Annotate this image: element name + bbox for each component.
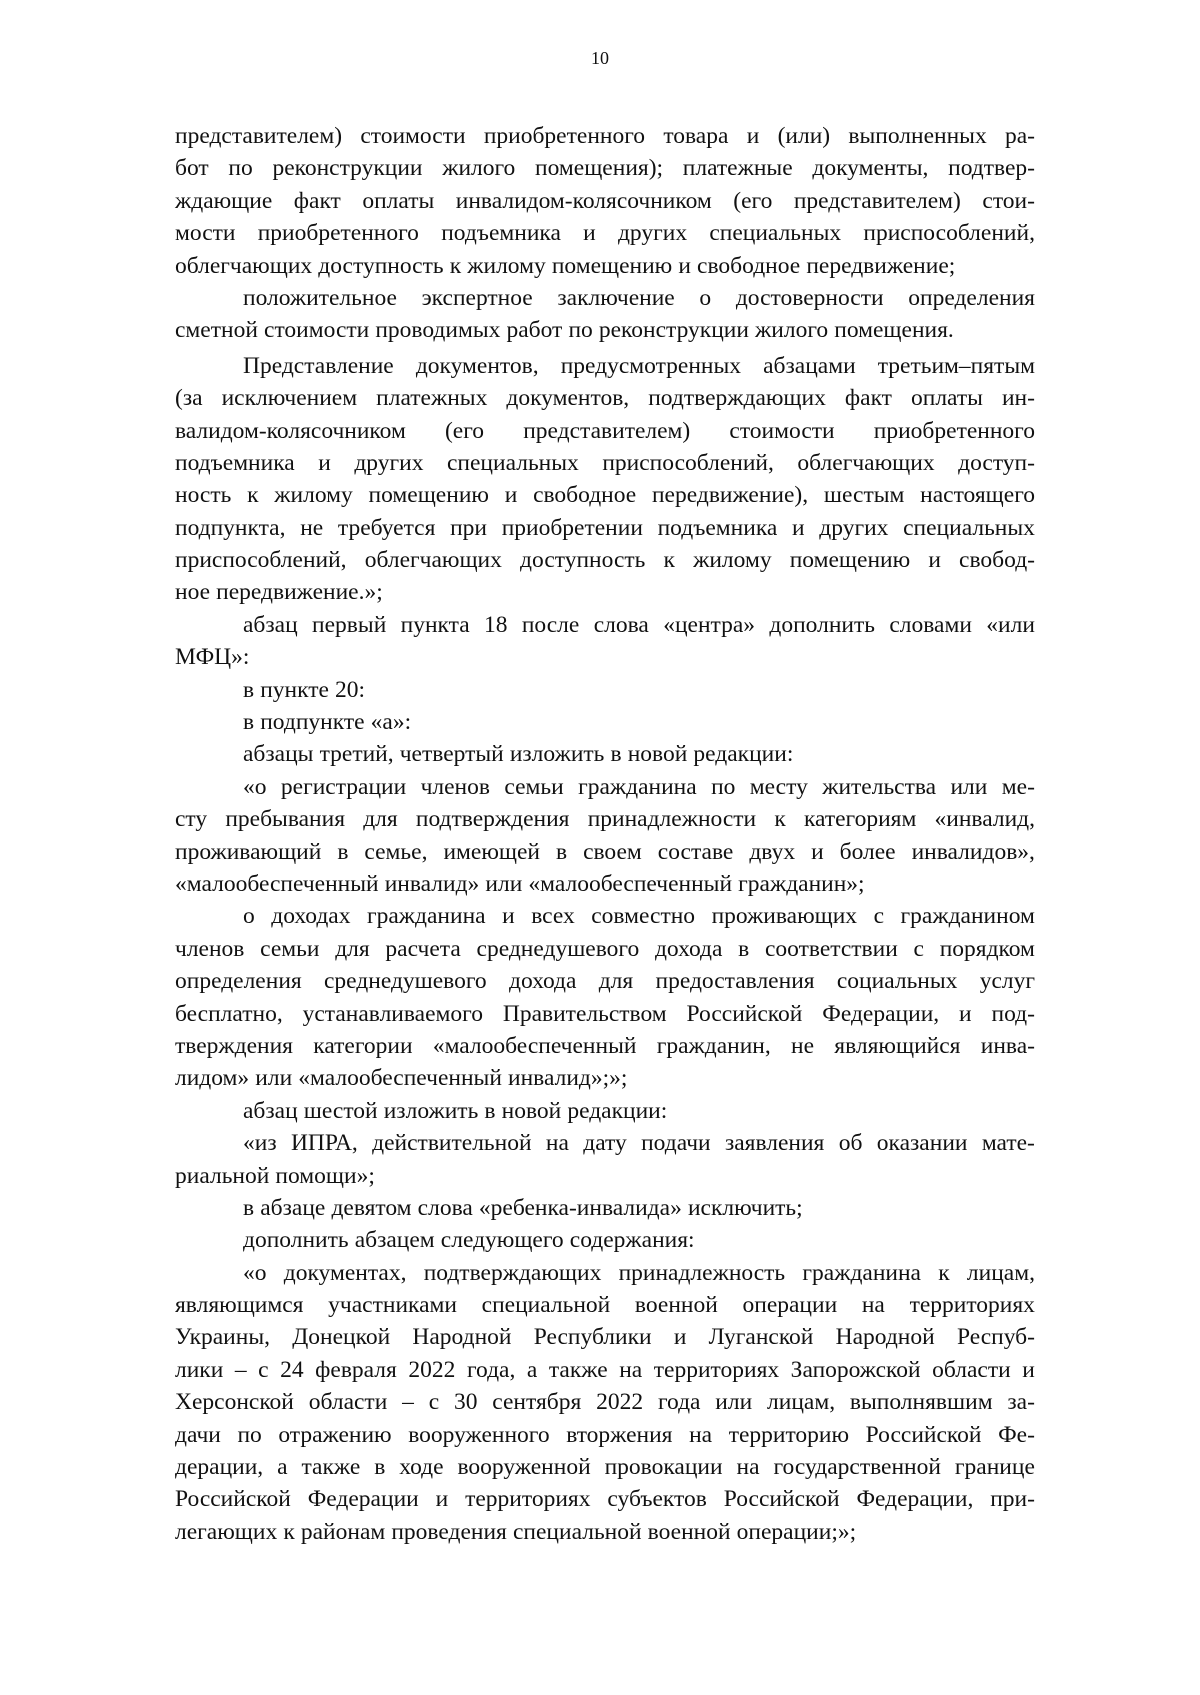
text-line: подъемника и других специальных приспособлений, облегчающих доступ-: [175, 449, 1035, 476]
text-line: Представление документов, предусмотренных абзацами третьим–пятым: [243, 352, 1035, 379]
text-line: Херсонской области – с 30 сентября 2022 года или лицам, выполнявшим за-: [175, 1389, 1035, 1416]
text-line: являющимся участниками специальной военной операции на территориях: [175, 1292, 1035, 1319]
text-line: приспособлений, облегчающих доступность к жилому помещению и свобод-: [175, 547, 1035, 574]
text-line: подпункта, не требуется при приобретении подъемника и других специальных: [175, 514, 1035, 541]
text-line: «из ИПРА, действительной на дату подачи заявления об оказании мате-: [243, 1130, 1035, 1157]
text-line: (за исключением платежных документов, подтверждающих факт оплаты ин-: [175, 385, 1035, 412]
text-line: членов семьи для расчета среднедушевого дохода в соответствии с порядком: [175, 935, 1035, 962]
text-line: представителем) стоимости приобретенного товара и (или) выполненных ра-: [175, 123, 1035, 149]
text-line: сметной стоимости проводимых работ по реконструкции жилого помещения.: [175, 317, 954, 344]
text-line: дерации, а также в ходе вооруженной провокации на государственной границе: [175, 1454, 1035, 1481]
text-line: лики – с 24 февраля 2022 года, а также на территориях Запорожской области и: [175, 1356, 1035, 1383]
text-line: дополнить абзацем следующего содержания:: [243, 1227, 695, 1254]
page-number: 10: [591, 48, 609, 68]
text-line: облегчающих доступность к жилому помещению и свободное передвижение;: [175, 252, 956, 279]
text-line: бесплатно, устанавливаемого Правительством Российской Федерации, и под-: [175, 1000, 1035, 1027]
text-line: абзац первый пункта 18 после слова «центра» дополнить словами «или: [243, 611, 1035, 638]
text-line: «малообеспеченный инвалид» или «малообеспеченный гражданин»;: [175, 870, 865, 897]
text-line: тверждения категории «малообеспеченный гражданин, не являющийся инва-: [175, 1032, 1035, 1059]
text-line: лидом» или «малообеспеченный инвалид»;»;: [175, 1065, 628, 1092]
text-line: определения среднедушевого дохода для предоставления социальных услуг: [175, 968, 1035, 995]
text-line: в пункте 20:: [243, 676, 366, 703]
text-line: валидом-колясочником (его представителем) стоимости приобретенного: [175, 417, 1035, 444]
text-line: в подпункте «а»:: [243, 709, 412, 736]
text-line: легающих к районам проведения специальной военной операции;»;: [175, 1518, 857, 1545]
text-line: бот по реконструкции жилого помещения); платежные документы, подтвер-: [175, 155, 1035, 182]
text-line: ждающие факт оплаты инвалидом-колясочником (его представителем) стои-: [175, 187, 1035, 214]
text-line: ное передвижение.»;: [175, 579, 383, 606]
text-line: в абзаце девятом слова «ребенка-инвалида» исключить;: [243, 1194, 803, 1221]
text-line: проживающий в семье, имеющей в своем составе двух и более инвалидов»,: [175, 838, 1035, 865]
text-line: абзац шестой изложить в новой редакции:: [243, 1097, 668, 1124]
text-line: Украины, Донецкой Народной Республики и Луганской Народной Респуб-: [175, 1324, 1035, 1351]
text-line: ность к жилому помещению и свободное передвижение), шестым настоящего: [175, 482, 1035, 509]
text-line: мости приобретенного подъемника и других специальных приспособлений,: [175, 220, 1035, 247]
document-body: [175, 120, 1035, 1548]
text-line: сту пребывания для подтверждения принадлежности к категориям «инвалид,: [175, 806, 1035, 833]
text-line: дачи по отражению вооруженного вторжения на территорию Российской Фе-: [175, 1421, 1035, 1448]
text-line: Российской Федерации и территориях субъектов Российской Федерации, при-: [175, 1486, 1035, 1513]
text-line: МФЦ»:: [175, 644, 250, 671]
text-line: «о регистрации членов семьи гражданина по месту жительства или ме-: [243, 773, 1035, 800]
text-line: о доходах гражданина и всех совместно проживающих с гражданином: [243, 903, 1035, 930]
text-line: положительное экспертное заключение о достоверности определения: [243, 284, 1035, 311]
text-line: риальной помощи»;: [175, 1162, 375, 1189]
text-line: абзацы третий, четвертый изложить в новой редакции:: [243, 741, 794, 768]
text-line: «о документах, подтверждающих принадлежность гражданина к лицам,: [243, 1259, 1035, 1286]
